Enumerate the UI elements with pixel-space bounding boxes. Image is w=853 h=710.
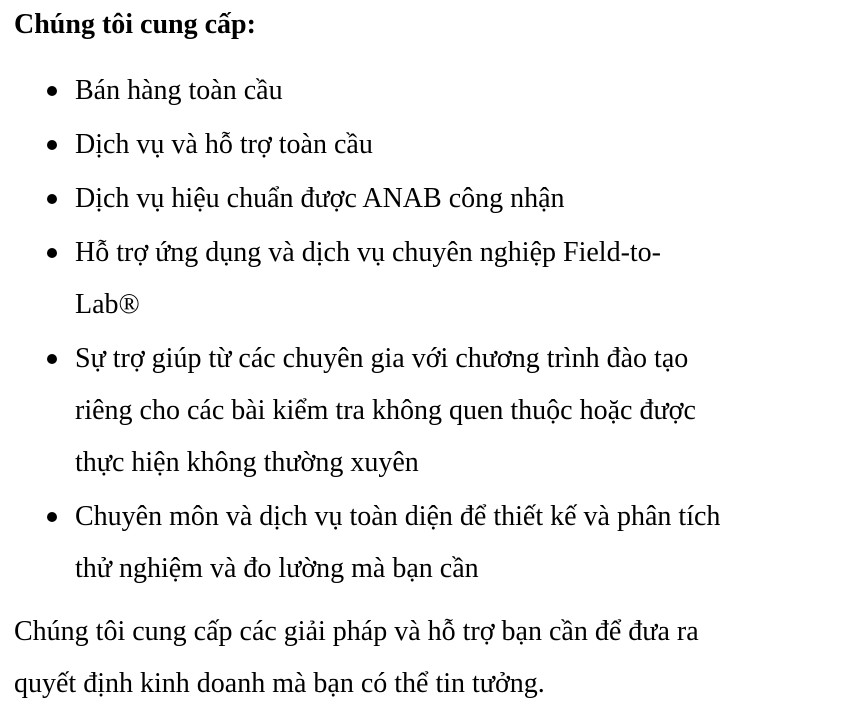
closing-paragraph	[14, 606, 794, 710]
list-item-line: Dịch vụ hiệu chuẩn được ANAB công nhận	[75, 183, 565, 214]
list-item-line: Hỗ trợ ứng dụng và dịch vụ chuyên nghiệp Field-to-	[75, 237, 661, 268]
bullet-icon	[47, 354, 57, 364]
offerings-list	[0, 65, 853, 597]
list-item-line: Chuyên môn và dịch vụ toàn diện để thiết kế và phân tích	[75, 501, 721, 532]
list-item	[0, 65, 795, 117]
bullet-icon	[47, 140, 57, 150]
list-item-line: riêng cho các bài kiểm tra không quen thuộc hoặc được	[75, 395, 696, 426]
closing-line: Chúng tôi cung cấp các giải pháp và hỗ trợ bạn cần để đưa ra	[14, 616, 699, 647]
list-item-line: Lab®	[75, 289, 140, 320]
section-heading: Chúng tôi cung cấp:	[14, 9, 256, 40]
list-item	[0, 333, 795, 489]
list-item-line: thực hiện không thường xuyên	[75, 447, 419, 478]
list-item	[0, 491, 795, 595]
bullet-icon	[47, 248, 57, 258]
list-item	[0, 119, 795, 171]
bullet-icon	[47, 86, 57, 96]
bullet-icon	[47, 512, 57, 522]
list-item-line: Sự trợ giúp từ các chuyên gia với chương trình đào tạo	[75, 343, 689, 374]
bullet-icon	[47, 194, 57, 204]
list-item	[0, 173, 795, 225]
list-item-line: thử nghiệm và đo lường mà bạn cần	[75, 553, 479, 584]
closing-line: quyết định kinh doanh mà bạn có thể tin tưởng.	[14, 668, 545, 699]
list-item	[0, 227, 795, 331]
list-item-line: Dịch vụ và hỗ trợ toàn cầu	[75, 129, 373, 160]
list-item-line: Bán hàng toàn cầu	[75, 75, 283, 106]
